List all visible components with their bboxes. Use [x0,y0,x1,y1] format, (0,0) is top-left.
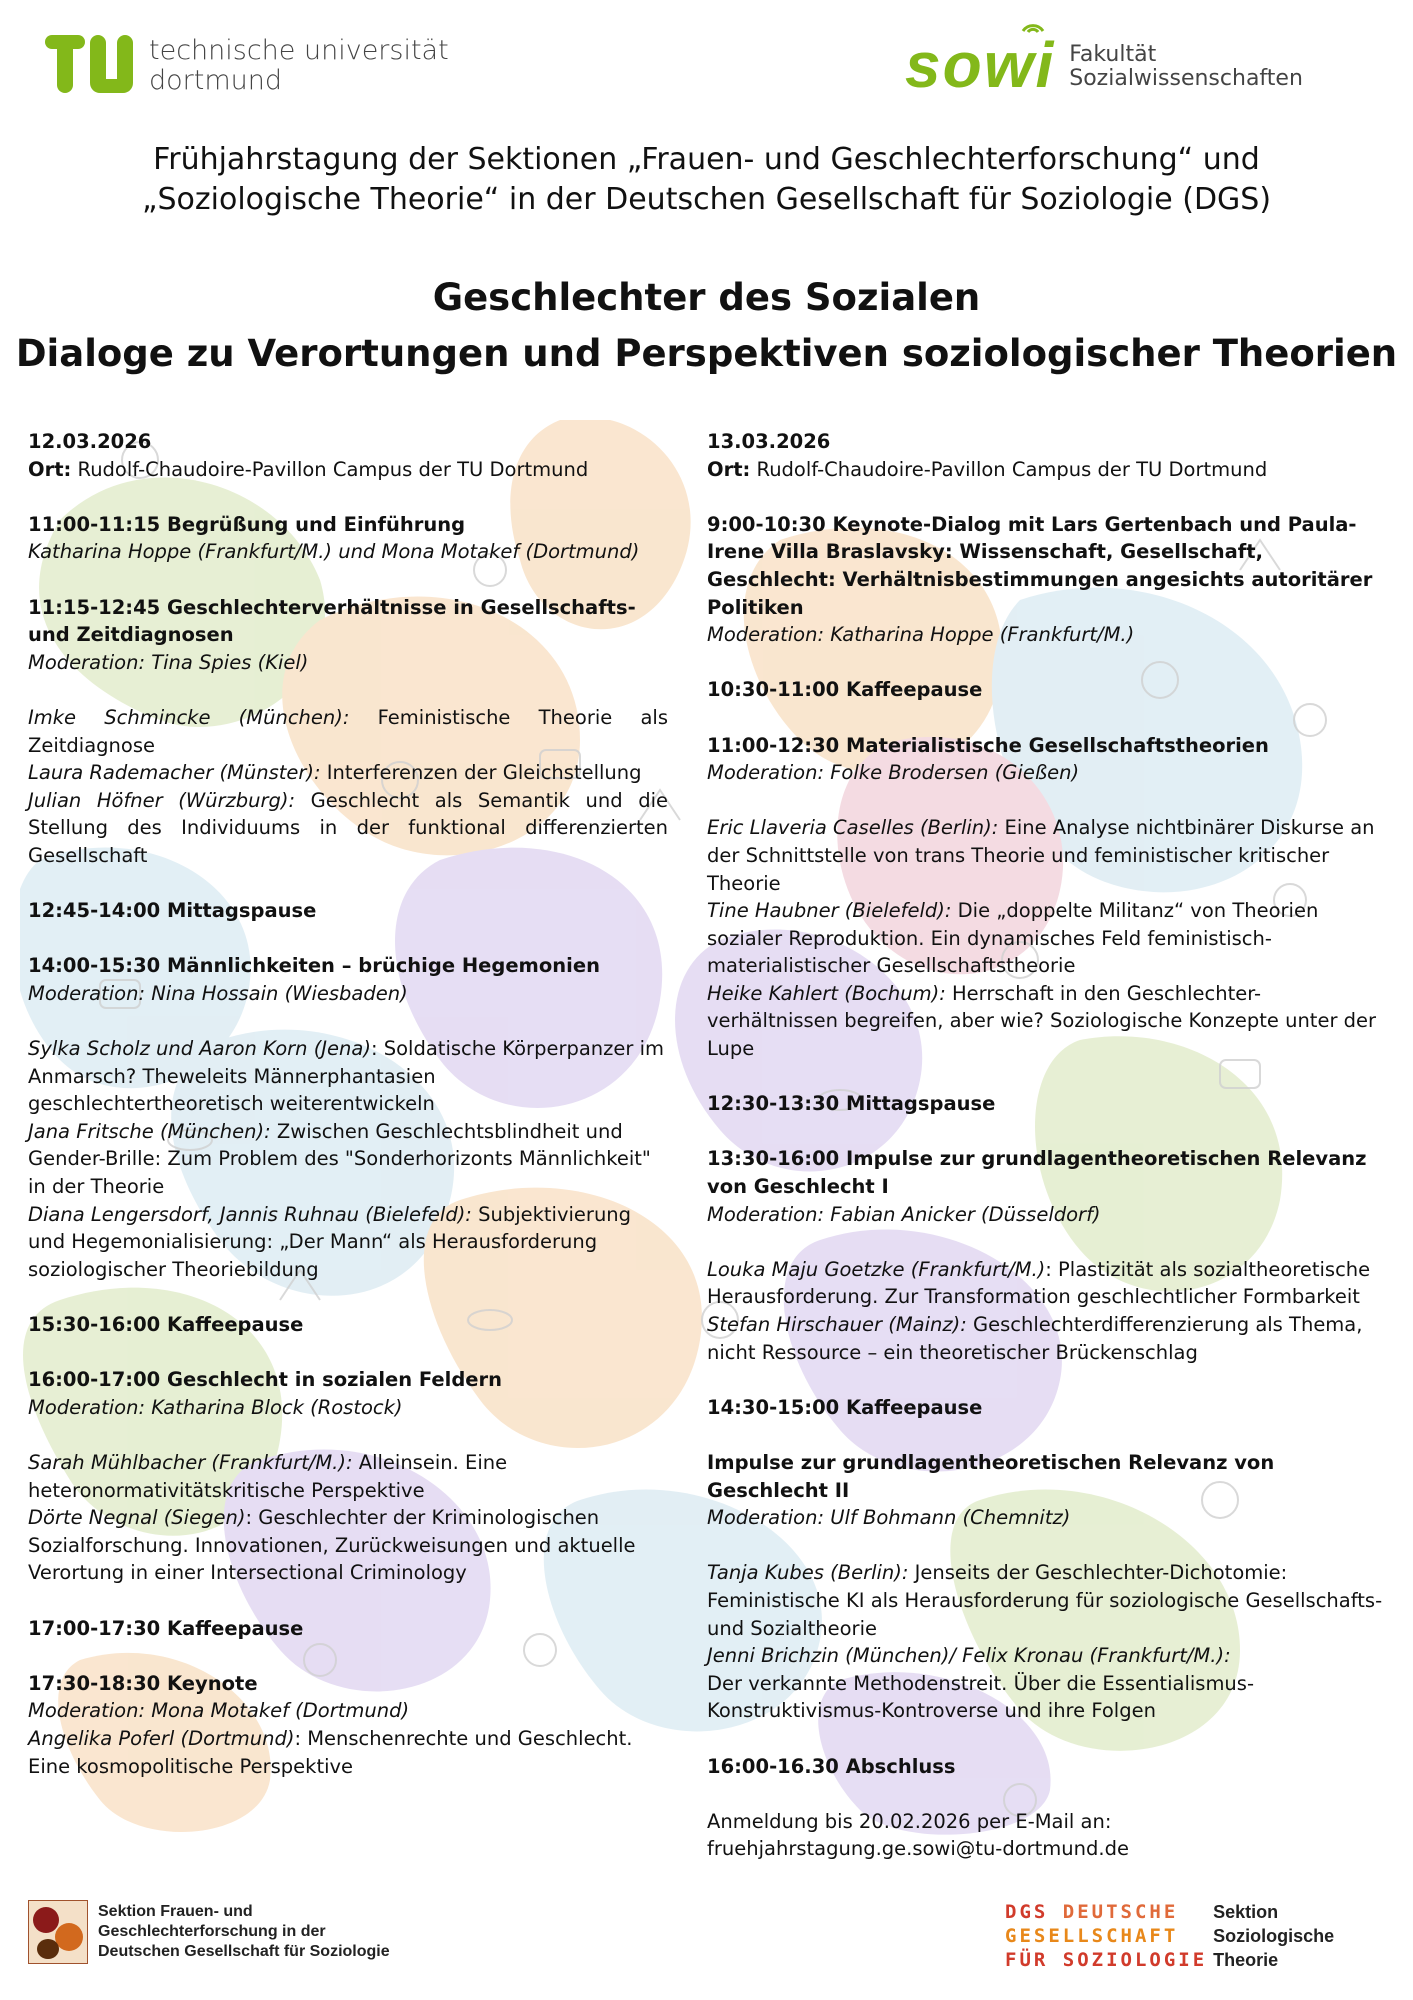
tu-dortmund-logo [45,35,449,97]
faculty-name: Fakultät Sozialwissenschaften [1069,42,1303,91]
day2-date: 13.03.2026 [707,430,831,453]
session-moderation: Moderation: Nina Hossain (Wiesbaden) [28,981,408,1005]
day1-program [28,428,668,1780]
talk: Angelika Poferl (Dortmund): Menschenrechte und Geschlecht. Eine kosmopolitische Perspektive [28,1726,633,1778]
session-moderation: Moderation: Katharina Hoppe (Frankfurt/M.) [707,623,1135,647]
talk: Tine Haubner (Bielefeld): Die „doppelte Militanz“ von Theorien sozialer Reproduktion. Ein dynamisches Feld feministisch-materialistischer Gesellschaftstheorie [707,899,1319,978]
session-moderation: Moderation: Folke Brodersen (Gießen) [707,761,1080,785]
session-title: 11:15-12:45 Geschlechterverhältnisse in Gesellschafts- und Zeitdiagnosen [28,595,636,647]
session-speakers: Katharina Hoppe (Frankfurt/M.) und Mona Motakef (Dortmund) [28,540,640,564]
break: 12:45-14:00 Mittagspause [28,899,317,923]
dgs-wordmark: DGS DEUTSCHE GESELLSCHAFT FÜR SOZIOLOGIE [1005,1901,1208,1971]
talk: Jana Fritsche (München): Zwischen Geschlechtsblindheit und Gender-Brille: Zum Problem des "Sonderhorizonts Männlichkeit" in der Theorie [28,1119,651,1199]
break: 10:30-11:00 Kaffeepause [707,678,983,702]
sowi-wordmark: sowi [905,35,1055,95]
break: 17:00-17:30 Kaffeepause [28,1616,304,1640]
talk: Laura Rademacher (Münster): Interferenzen der Gleichstellung [28,761,642,785]
talk: Louka Maju Goetzke (Frankfurt/M.): Plastizität als sozialtheoretische Herausforderung. Zur Transformation geschlechtlicher Formbarkeit [707,1257,1371,1309]
talk-title: Der verkannte Methodenstreit. Über die Essentialismus-Konstruktivismus-Kontroverse und ihre Folgen [707,1671,1254,1723]
talk: Diana Lengersdorf, Jannis Ruhnau (Bielefeld): Subjektivierung und Hegemonialisierung: „Der Mann“ als Herausforderung soziologischer Theoriebildung [28,1202,632,1281]
session-title: 16:00-17:00 Geschlecht in sozialen Feldern [28,1368,503,1392]
session-moderation: Moderation: Katharina Block (Rostock) [28,1395,403,1419]
talk: Tanja Kubes (Berlin): Jenseits der Geschlechter-Dichotomie: Feministische KI als Herausforderung für soziologische Gesellschafts- und Sozialtheorie [707,1561,1383,1640]
session-moderation: Moderation: Mona Motakef (Dortmund) [28,1699,410,1723]
talk: Imke Schmincke (München): Feministische Theorie als Zeitdiagnose [28,705,668,757]
break: 15:30-16:00 Kaffeepause [28,1313,304,1336]
talk: Sylka Scholz und Aaron Korn (Jena): Soldatische Körperpanzer im Anmarsch? Theweleits Männerphantasien geschlechtertheoretisch weiterentwickeln [28,1037,665,1116]
day1-date: 12.03.2026 [28,430,152,453]
tu-logo-mark [45,35,135,97]
talk: Jenni Brichzin (München)/ Felix Kronau (Frankfurt/M.): [707,1644,1231,1668]
dgs-theory-section-logo [1005,1900,1334,1972]
talk: Heike Kahlert (Bochum): Herrschaft in den Geschlechter-verhältnissen begreifen, aber wie? Soziologische Konzepte unter der Lupe [707,981,1377,1061]
registration-email[interactable]: fruehjahrstagung.ge.sowi@tu-dortmund.de [707,1837,1129,1861]
sowi-faculty-logo [905,29,1303,101]
session-title: 11:00-12:30 Materialistische Gesellschaftstheorien [707,733,1269,757]
day2-location: Ort: Rudolf-Chaudoire-Pavillon Campus der TU Dortmund [707,457,1268,481]
session-moderation: Moderation: Ulf Bohmann (Chemnitz) [707,1506,1071,1530]
registration-note: Anmeldung bis 20.02.2026 per E-Mail an: [707,1809,1112,1833]
talk: Stefan Hirschauer (Mainz): Geschlechterdifferenzierung als Thema, nicht Ressource – ein theoretischer Brückenschlag [707,1313,1363,1364]
tu-logo-text: technische universität dortmund [149,35,449,96]
closing: 16:00-16.30 Abschluss [707,1754,956,1778]
session-title: 14:00-15:30 Männlichkeiten – brüchige Hegemonien [28,954,600,978]
day2-program [707,428,1387,1863]
section-gender-research-name: Sektion Frauen- und Geschlechterforschung in der Deutschen Gesellschaft für Soziologie [98,1903,390,1960]
session-title: 13:30-16:00 Impulse zur grundlagentheoretischen Relevanz von Geschlecht I [707,1147,1367,1199]
session-title: 17:30-18:30 Keynote [28,1671,258,1695]
day1-location: Ort: Rudolf-Chaudoire-Pavillon Campus der TU Dortmund [28,457,589,481]
wifi-signal-icon [1019,17,1047,35]
section-theory-name: Sektion Soziologische Theorie [1213,1902,1335,1970]
session-title: 11:00-11:15 Begrüßung und Einführung [28,512,466,536]
session-moderation: Moderation: Tina Spies (Kiel) [28,650,309,674]
section-emblem-icon [28,1900,88,1964]
talk: Dörte Negnal (Siegen): Geschlechter der Kriminologischen Sozialforschung. Innovationen, Zurückweisungen und aktuelle Verortung in einer Intersectional Criminology [28,1506,636,1585]
break: 14:30-15:00 Kaffeepause [707,1395,983,1419]
talk: Eric Llaveria Caselles (Berlin): Eine Analyse nichtbinärer Diskurse an der Schnittstelle von trans Theorie und feministischer kritischer Theorie [707,816,1375,895]
talk: Sarah Mühlbacher (Frankfurt/M.): Alleinsein. Eine heteronormativitätskritische Perspektive [28,1450,508,1502]
session-title: 9:00-10:30 Keynote-Dialog mit Lars Gertenbach und Paula-Irene Villa Braslavsky: Wissenschaft, Gesellschaft, Geschlecht: Verhältnisbestimmungen angesichts autoritärer Politiken [707,512,1373,619]
break: 12:30-13:30 Mittagspause [707,1092,996,1116]
talk: Julian Höfner (Würzburg): Geschlecht als Semantik und die Stellung des Individuums in der funktional differenzierten Gesellschaft [28,788,668,867]
session-title: Impulse zur grundlagentheoretischen Relevanz von Geschlecht II [707,1450,1275,1502]
session-moderation: Moderation: Fabian Anicker (Düsseldorf) [707,1202,1101,1226]
section-gender-research-logo [28,1900,390,1964]
conference-title: Geschlechter des Sozialen Dialoge zu Verortungen und Perspektiven soziologischer Theorien [15,276,1398,375]
conference-subtitle: Frühjahrstagung der Sektionen „Frauen- und Geschlechterforschung“ und „Soziologische Theorie“ in der Deutschen Gesellschaft für Soziologie (DGS) [141,142,1272,217]
